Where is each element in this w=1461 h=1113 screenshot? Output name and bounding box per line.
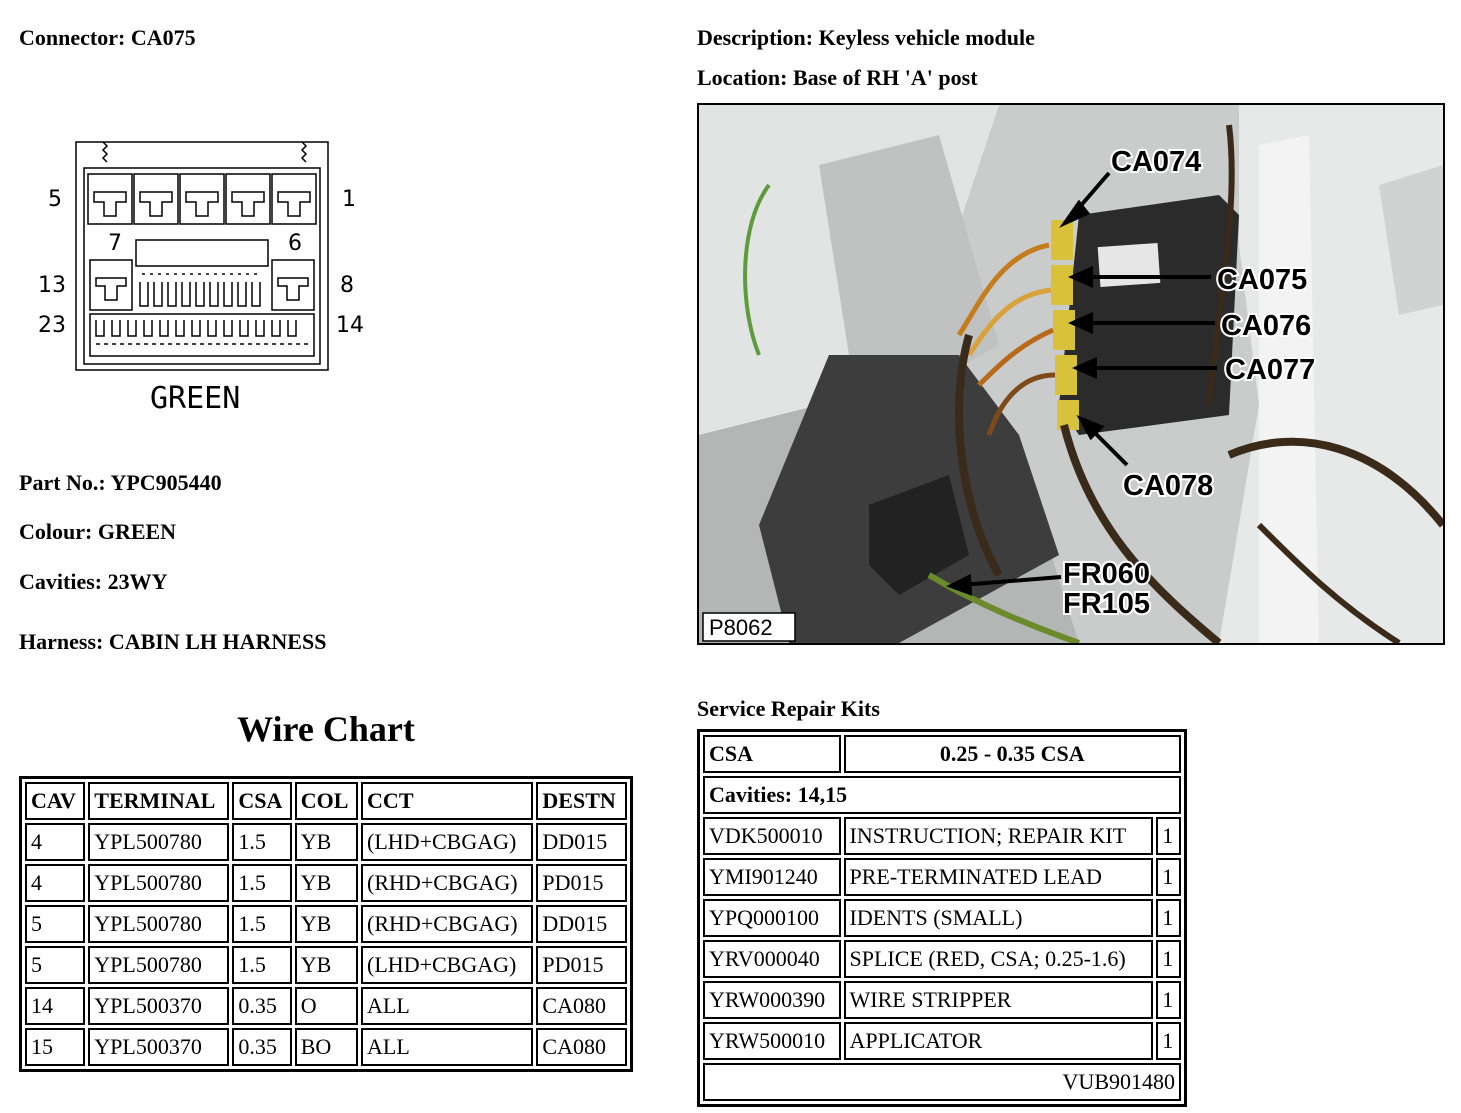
cell-terminal: YPL500780 (88, 946, 229, 984)
csa-label: CSA (703, 735, 841, 773)
photo-reference: P8062 (709, 615, 773, 640)
callout-fr060: FR060 (1063, 558, 1151, 590)
cell-terminal: YPL500370 (88, 987, 229, 1025)
cell-cct: (LHD+CBGAG) (361, 946, 533, 984)
part-number-label: Part No.: (19, 470, 106, 495)
pin-label-23: 23 (38, 313, 66, 338)
kit-part-number: YMI901240 (703, 858, 841, 896)
kit-quantity: 1 (1156, 817, 1181, 855)
callout-ca078: CA078 (1123, 470, 1214, 502)
cell-col: YB (295, 946, 358, 984)
pin-label-7: 7 (108, 231, 122, 256)
housing-colour-label: GREEN (150, 381, 241, 416)
cell-cct: (RHD+CBGAG) (361, 864, 533, 902)
cell-csa: 1.5 (232, 905, 291, 943)
kit-part-number: YRV000040 (703, 940, 841, 978)
connector-heading (19, 25, 196, 51)
kit-description: WIRE STRIPPER (844, 981, 1154, 1019)
pin-label-1: 1 (342, 187, 356, 212)
column-header: COL (295, 782, 358, 820)
column-header: TERMINAL (88, 782, 229, 820)
callout-ca076: CA076 (1221, 310, 1312, 342)
cell-terminal: YPL500370 (88, 1028, 229, 1066)
cell-cct: (LHD+CBGAG) (361, 823, 533, 861)
csa-row (703, 735, 1181, 773)
column-header: DESTN (536, 782, 627, 820)
table-row (25, 1028, 627, 1066)
cell-csa: 0.35 (232, 1028, 291, 1066)
kit-quantity: 1 (1156, 981, 1181, 1019)
cell-csa: 1.5 (232, 823, 291, 861)
cell-cav: 5 (25, 905, 85, 943)
cell-destn: CA080 (536, 1028, 627, 1066)
cavities-label: Cavities: (19, 569, 103, 594)
cell-cav: 14 (25, 987, 85, 1025)
table-row (25, 864, 627, 902)
cell-destn: PD015 (536, 864, 627, 902)
location-photo-illustration (699, 105, 1443, 643)
connector-face-diagram (30, 132, 380, 432)
service-kits-title: Service Repair Kits (697, 696, 880, 721)
column-header: CAV (25, 782, 85, 820)
kit-description: INSTRUCTION; REPAIR KIT (844, 817, 1154, 855)
kit-description: PRE-TERMINATED LEAD (844, 858, 1154, 896)
location-photo (697, 103, 1445, 645)
cell-destn: CA080 (536, 987, 627, 1025)
harness-label: Harness: (19, 629, 104, 654)
column-header: CCT (361, 782, 533, 820)
colour-value: GREEN (97, 519, 177, 544)
cell-col: YB (295, 905, 358, 943)
cell-csa: 1.5 (232, 946, 291, 984)
table-row (703, 817, 1181, 855)
wire-chart-header-row (25, 782, 627, 820)
cell-cct: (RHD+CBGAG) (361, 905, 533, 943)
cell-csa: 1.5 (232, 864, 291, 902)
table-row (25, 823, 627, 861)
cell-destn: PD015 (536, 946, 627, 984)
description-label: Description: (697, 25, 814, 50)
table-row (703, 899, 1181, 937)
cell-csa: 0.35 (232, 987, 291, 1025)
cell-col: BO (295, 1028, 358, 1066)
location-label: Location: (697, 65, 788, 90)
part-number-value: YPC905440 (110, 470, 222, 495)
colour-label: Colour: (19, 519, 93, 544)
kit-description: IDENTS (SMALL) (844, 899, 1154, 937)
kit-quantity: 1 (1156, 858, 1181, 896)
kit-part-number: YRW000390 (703, 981, 841, 1019)
callout-ca077: CA077 (1225, 354, 1316, 386)
wire-chart-table (19, 776, 633, 1072)
colour-line (19, 519, 176, 545)
pin-label-5: 5 (48, 187, 62, 212)
pin-label-6: 6 (288, 231, 302, 256)
kit-quantity: 1 (1156, 899, 1181, 937)
part-number-line (19, 470, 222, 496)
table-row (25, 905, 627, 943)
kit-number-row (703, 1063, 1181, 1101)
callout-ca074: CA074 (1111, 146, 1202, 178)
kit-part-number: YRW500010 (703, 1022, 841, 1060)
table-row (703, 1022, 1181, 1060)
cavities-value: 23WY (107, 569, 168, 594)
cavities-row (703, 776, 1181, 814)
table-row (25, 946, 627, 984)
cell-terminal: YPL500780 (88, 864, 229, 902)
cell-cav: 4 (25, 864, 85, 902)
cell-cav: 15 (25, 1028, 85, 1066)
cell-terminal: YPL500780 (88, 823, 229, 861)
harness-value: CABIN LH HARNESS (108, 629, 327, 654)
kit-cavities: Cavities: 14,15 (703, 776, 1181, 814)
cell-cav: 4 (25, 823, 85, 861)
cell-terminal: YPL500780 (88, 905, 229, 943)
table-row (703, 858, 1181, 896)
description-value: Keyless vehicle module (818, 25, 1035, 50)
cell-cct: ALL (361, 1028, 533, 1066)
harness-line (19, 629, 326, 655)
cell-destn: DD015 (536, 905, 627, 943)
cell-col: O (295, 987, 358, 1025)
service-kits-table (697, 729, 1187, 1107)
kit-quantity: 1 (1156, 1022, 1181, 1060)
cell-col: YB (295, 864, 358, 902)
csa-value: 0.25 - 0.35 CSA (844, 735, 1182, 773)
kit-part-number: VDK500010 (703, 817, 841, 855)
column-header: CSA (232, 782, 291, 820)
pin-label-14: 14 (336, 313, 364, 338)
kit-description: APPLICATOR (844, 1022, 1154, 1060)
cell-col: YB (295, 823, 358, 861)
location-line (697, 65, 978, 91)
callout-fr105: FR105 (1063, 588, 1151, 620)
cell-cav: 5 (25, 946, 85, 984)
cell-destn: DD015 (536, 823, 627, 861)
description-line (697, 25, 1035, 51)
callout-ca075: CA075 (1217, 264, 1308, 296)
connector-label: Connector: (19, 25, 126, 50)
cavities-line (19, 569, 167, 595)
connector-id: CA075 (130, 25, 196, 50)
table-row (25, 987, 627, 1025)
kit-quantity: 1 (1156, 940, 1181, 978)
pin-label-8: 8 (340, 273, 354, 298)
kit-description: SPLICE (RED, CSA; 0.25-1.6) (844, 940, 1154, 978)
table-row (703, 940, 1181, 978)
cell-cct: ALL (361, 987, 533, 1025)
pin-label-13: 13 (38, 273, 66, 298)
wire-chart-title: Wire Chart (237, 709, 415, 749)
kit-part-number: YPQ000100 (703, 899, 841, 937)
kit-number: VUB901480 (703, 1063, 1181, 1101)
table-row (703, 981, 1181, 1019)
location-value: Base of RH 'A' post (792, 65, 978, 90)
